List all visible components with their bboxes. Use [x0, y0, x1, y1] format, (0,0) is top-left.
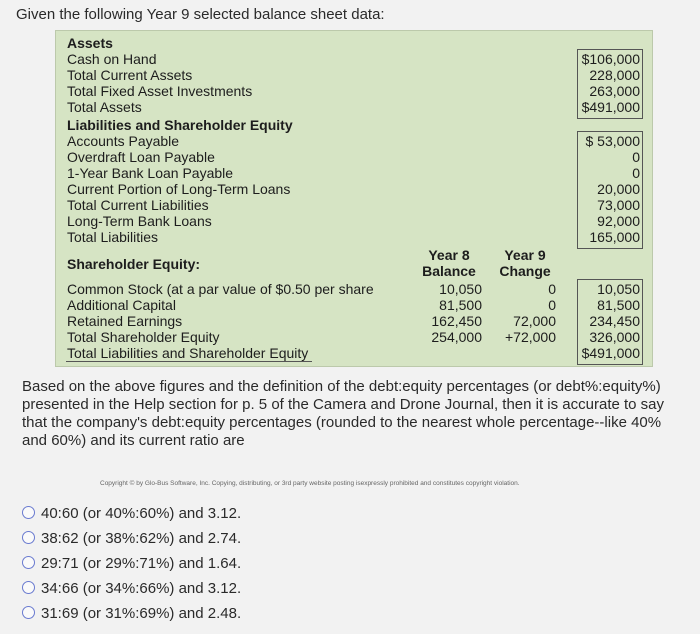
col-header-year9: Year 9 — [504, 247, 546, 263]
row-value: 326,000 — [589, 329, 640, 345]
year8-value: 254,000 — [431, 329, 482, 345]
option-label: 34:66 (or 34%:66%) and 3.12. — [41, 580, 242, 597]
radio-icon[interactable] — [22, 506, 35, 519]
row-label: Retained Earnings — [67, 313, 183, 329]
year8-value: 81,500 — [439, 297, 482, 313]
radio-icon[interactable] — [22, 581, 35, 594]
row-label: Total Liabilities and Shareholder Equity — [67, 345, 309, 361]
answer-option[interactable] — [22, 505, 241, 522]
question-prompt: Based on the above figures and the definition of the debt:equity percentages (or debt%:equity%) presented in the Help section for p. 5 of the Camera and Drone Journal, then it is accurate to say that the company's debt:equity percentages (rounded to the nearest whole percentage--like 40% and 60%) and its current ratio are — [22, 378, 665, 449]
row-label: Overdraft Loan Payable — [67, 149, 215, 165]
col-header-year9-sub: Change — [499, 263, 551, 279]
row-value: 165,000 — [589, 229, 640, 245]
row-value: 92,000 — [597, 213, 640, 229]
row-label: Total Current Liabilities — [67, 197, 209, 213]
row-label: Total Fixed Asset Investments — [67, 83, 253, 99]
underline — [66, 361, 312, 362]
row-value: $106,000 — [581, 51, 640, 67]
year9-change: 0 — [548, 297, 556, 313]
balance-sheet-table — [55, 30, 653, 367]
answer-option[interactable] — [22, 605, 241, 622]
radio-icon[interactable] — [22, 556, 35, 569]
year8-value: 162,450 — [431, 313, 482, 329]
row-label: Current Portion of Long-Term Loans — [67, 181, 291, 197]
row-value: 263,000 — [589, 83, 640, 99]
question-text: Given the following Year 9 selected balance sheet data: — [16, 6, 385, 23]
radio-icon[interactable] — [22, 531, 35, 544]
row-value: $491,000 — [581, 345, 640, 361]
copyright-notice: Copyright © by Glo-Bus Software, Inc. Copying, distributing, or 3rd party website posting isexpressly prohibited and constitutes copyright violation. — [100, 480, 520, 487]
year8-value: 10,050 — [439, 281, 482, 297]
col-header-year8: Year 8 — [428, 247, 470, 263]
year9-change: +72,000 — [505, 329, 556, 345]
answer-option[interactable] — [22, 530, 241, 547]
option-label: 38:62 (or 38%:62%) and 2.74. — [41, 530, 242, 547]
year9-change: 72,000 — [513, 313, 556, 329]
row-label: Total Liabilities — [67, 229, 159, 245]
option-label: 40:60 (or 40%:60%) and 3.12. — [41, 505, 242, 522]
col-header-year8-sub: Balance — [422, 263, 476, 279]
row-value: 234,450 — [589, 313, 640, 329]
row-value: 73,000 — [597, 197, 640, 213]
radio-icon[interactable] — [22, 606, 35, 619]
option-label: 31:69 (or 31%:69%) and 2.48. — [41, 605, 242, 622]
row-value: 81,500 — [597, 297, 640, 313]
row-value: $491,000 — [581, 99, 640, 115]
liabilities-heading: Liabilities and Shareholder Equity — [67, 117, 293, 133]
row-label: Common Stock (at a par value of $0.50 per share — [67, 281, 374, 297]
row-value: 0 — [632, 149, 640, 165]
row-label: Cash on Hand — [67, 51, 157, 67]
equity-heading: Shareholder Equity: — [67, 256, 201, 272]
year9-change: 0 — [548, 281, 556, 297]
row-value: 228,000 — [589, 67, 640, 83]
row-label: Accounts Payable — [67, 133, 180, 149]
assets-heading: Assets — [67, 35, 113, 51]
row-label: Total Shareholder Equity — [67, 329, 220, 345]
row-label: Total Current Assets — [67, 67, 193, 83]
row-value: 20,000 — [597, 181, 640, 197]
row-label: Additional Capital — [67, 297, 176, 313]
row-value: $ 53,000 — [585, 133, 640, 149]
option-label: 29:71 (or 29%:71%) and 1.64. — [41, 555, 242, 572]
row-value: 10,050 — [597, 281, 640, 297]
row-label: Long-Term Bank Loans — [67, 213, 212, 229]
row-value: 0 — [632, 165, 640, 181]
row-label: 1-Year Bank Loan Payable — [67, 165, 234, 181]
row-label: Total Assets — [67, 99, 142, 115]
answer-option[interactable] — [22, 555, 241, 572]
answer-option[interactable] — [22, 580, 241, 597]
